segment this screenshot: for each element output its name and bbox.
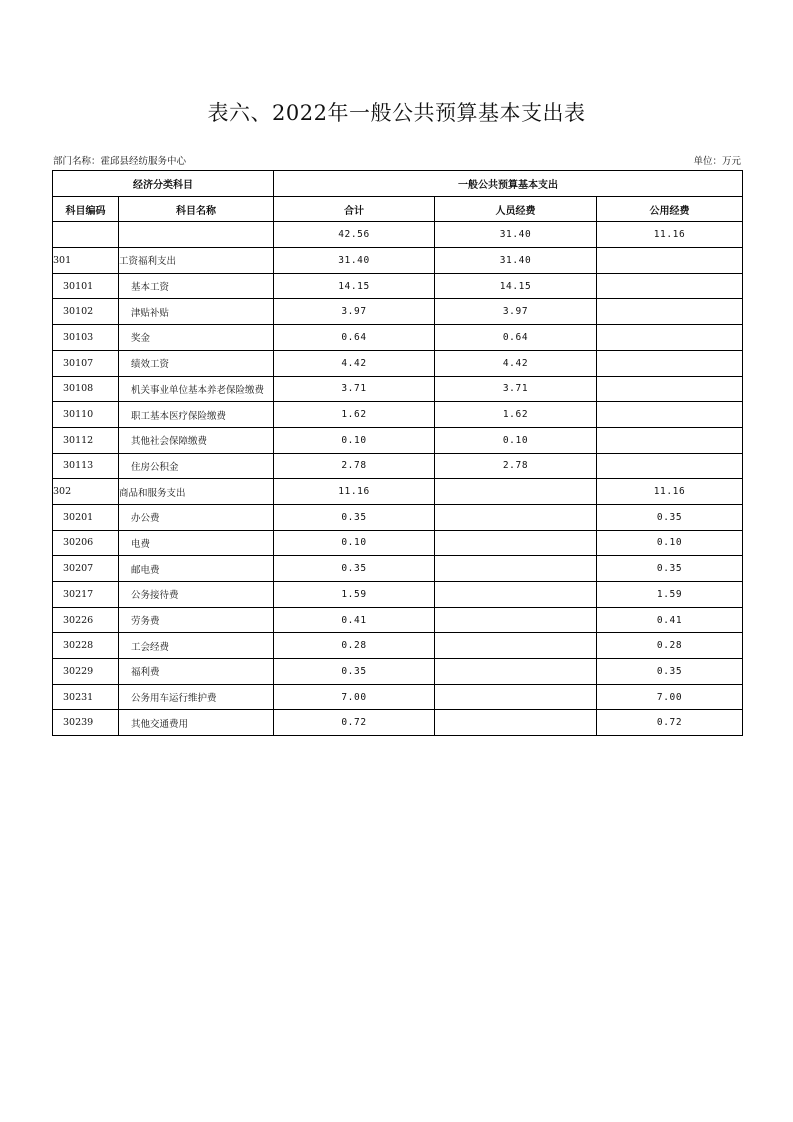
table-row (53, 402, 743, 428)
cell-name: 绩效工资 (119, 350, 274, 376)
cell-name: 福利费 (119, 659, 274, 685)
cell-total: 0.64 (274, 325, 435, 351)
cell-code: 30112 (53, 427, 119, 453)
cell-public: 0.28 (597, 633, 743, 659)
cell-public (597, 273, 743, 299)
cell-name: 职工基本医疗保险缴费 (119, 402, 274, 428)
group-header-row (53, 171, 743, 197)
cell-code: 30107 (53, 350, 119, 376)
cell-name: 公务用车运行维护费 (119, 684, 274, 710)
cell-name: 工会经费 (119, 633, 274, 659)
cell-code: 30113 (53, 453, 119, 479)
table-body (53, 222, 743, 736)
cell-code: 302 (53, 479, 119, 505)
cell-total: 42.56 (274, 222, 435, 248)
header-budget-expenditure: 一般公共预算基本支出 (274, 171, 743, 197)
cell-code: 301 (53, 248, 119, 274)
cell-public (597, 427, 743, 453)
cell-code: 30103 (53, 325, 119, 351)
cell-public (597, 350, 743, 376)
cell-total: 3.71 (274, 376, 435, 402)
budget-table (52, 170, 743, 736)
cell-code: 30217 (53, 582, 119, 608)
cell-personnel: 31.40 (435, 222, 597, 248)
cell-code: 30228 (53, 633, 119, 659)
cell-total: 31.40 (274, 248, 435, 274)
cell-name: 电费 (119, 530, 274, 556)
table-row (53, 684, 743, 710)
cell-code: 30229 (53, 659, 119, 685)
table-row (53, 582, 743, 608)
cell-public: 1.59 (597, 582, 743, 608)
cell-name: 津贴补贴 (119, 299, 274, 325)
cell-total: 2.78 (274, 453, 435, 479)
table-row (53, 248, 743, 274)
cell-name: 工资福利支出 (119, 248, 274, 274)
header-name: 科目名称 (119, 196, 274, 222)
table-row (53, 479, 743, 505)
table-row (53, 299, 743, 325)
table-row (53, 530, 743, 556)
table-row (53, 273, 743, 299)
cell-public: 0.35 (597, 659, 743, 685)
cell-personnel (435, 556, 597, 582)
cell-total: 0.35 (274, 504, 435, 530)
cell-public (597, 402, 743, 428)
cell-total: 1.59 (274, 582, 435, 608)
cell-public: 0.10 (597, 530, 743, 556)
table-row (53, 350, 743, 376)
cell-total: 0.72 (274, 710, 435, 736)
cell-personnel (435, 659, 597, 685)
cell-total: 0.10 (274, 530, 435, 556)
cell-total: 1.62 (274, 402, 435, 428)
cell-code: 30231 (53, 684, 119, 710)
table-row (53, 556, 743, 582)
cell-total: 4.42 (274, 350, 435, 376)
cell-name: 基本工资 (119, 273, 274, 299)
cell-code: 30207 (53, 556, 119, 582)
unit-label: 单位：万元 (693, 156, 741, 167)
cell-personnel (435, 530, 597, 556)
cell-personnel: 31.40 (435, 248, 597, 274)
table-row (53, 659, 743, 685)
cell-name: 公务接待费 (119, 582, 274, 608)
cell-personnel: 1.62 (435, 402, 597, 428)
cell-personnel (435, 684, 597, 710)
header-personnel: 人员经费 (435, 196, 597, 222)
cell-name: 商品和服务支出 (119, 479, 274, 505)
cell-name: 邮电费 (119, 556, 274, 582)
cell-name: 其他社会保障缴费 (119, 427, 274, 453)
table-row (53, 710, 743, 736)
cell-code: 30206 (53, 530, 119, 556)
cell-code (53, 222, 119, 248)
cell-name: 其他交通费用 (119, 710, 274, 736)
cell-total: 0.35 (274, 556, 435, 582)
cell-public (597, 248, 743, 274)
cell-total: 11.16 (274, 479, 435, 505)
cell-public: 0.41 (597, 607, 743, 633)
cell-personnel: 3.97 (435, 299, 597, 325)
cell-public: 0.35 (597, 556, 743, 582)
table-row (53, 453, 743, 479)
cell-name: 住房公积金 (119, 453, 274, 479)
cell-name: 劳务费 (119, 607, 274, 633)
cell-personnel (435, 504, 597, 530)
cell-code: 30101 (53, 273, 119, 299)
header-code: 科目编码 (53, 196, 119, 222)
cell-total: 0.28 (274, 633, 435, 659)
column-header-row (53, 196, 743, 222)
cell-personnel: 4.42 (435, 350, 597, 376)
page-title: 表六、2022年一般公共预算基本支出表 (207, 101, 586, 125)
cell-name (119, 222, 274, 248)
cell-total: 0.10 (274, 427, 435, 453)
cell-name: 机关事业单位基本养老保险缴费 (119, 376, 274, 402)
cell-total: 3.97 (274, 299, 435, 325)
table-row (53, 633, 743, 659)
cell-public (597, 299, 743, 325)
cell-personnel: 14.15 (435, 273, 597, 299)
cell-public (597, 376, 743, 402)
cell-name: 办公费 (119, 504, 274, 530)
cell-public: 0.72 (597, 710, 743, 736)
cell-code: 30226 (53, 607, 119, 633)
cell-public: 0.35 (597, 504, 743, 530)
header-public: 公用经费 (597, 196, 743, 222)
cell-personnel (435, 710, 597, 736)
cell-code: 30201 (53, 504, 119, 530)
cell-personnel: 0.64 (435, 325, 597, 351)
cell-code: 30110 (53, 402, 119, 428)
table-row (53, 607, 743, 633)
cell-public: 11.16 (597, 479, 743, 505)
cell-personnel (435, 607, 597, 633)
cell-personnel (435, 479, 597, 505)
cell-code: 30108 (53, 376, 119, 402)
cell-personnel (435, 633, 597, 659)
cell-personnel: 2.78 (435, 453, 597, 479)
cell-public: 11.16 (597, 222, 743, 248)
table-row (53, 325, 743, 351)
cell-public: 7.00 (597, 684, 743, 710)
cell-personnel (435, 582, 597, 608)
header-economic-classification: 经济分类科目 (53, 171, 274, 197)
cell-code: 30102 (53, 299, 119, 325)
cell-personnel: 3.71 (435, 376, 597, 402)
table-row (53, 504, 743, 530)
cell-name: 奖金 (119, 325, 274, 351)
cell-total: 0.41 (274, 607, 435, 633)
cell-total: 14.15 (274, 273, 435, 299)
cell-total: 7.00 (274, 684, 435, 710)
cell-total: 0.35 (274, 659, 435, 685)
cell-public (597, 325, 743, 351)
cell-public (597, 453, 743, 479)
table-row (53, 427, 743, 453)
cell-personnel: 0.10 (435, 427, 597, 453)
department-label: 部门名称：霍邱县经纺服务中心 (53, 156, 187, 167)
header-total: 合计 (274, 196, 435, 222)
cell-code: 30239 (53, 710, 119, 736)
total-row (53, 222, 743, 248)
table-row (53, 376, 743, 402)
